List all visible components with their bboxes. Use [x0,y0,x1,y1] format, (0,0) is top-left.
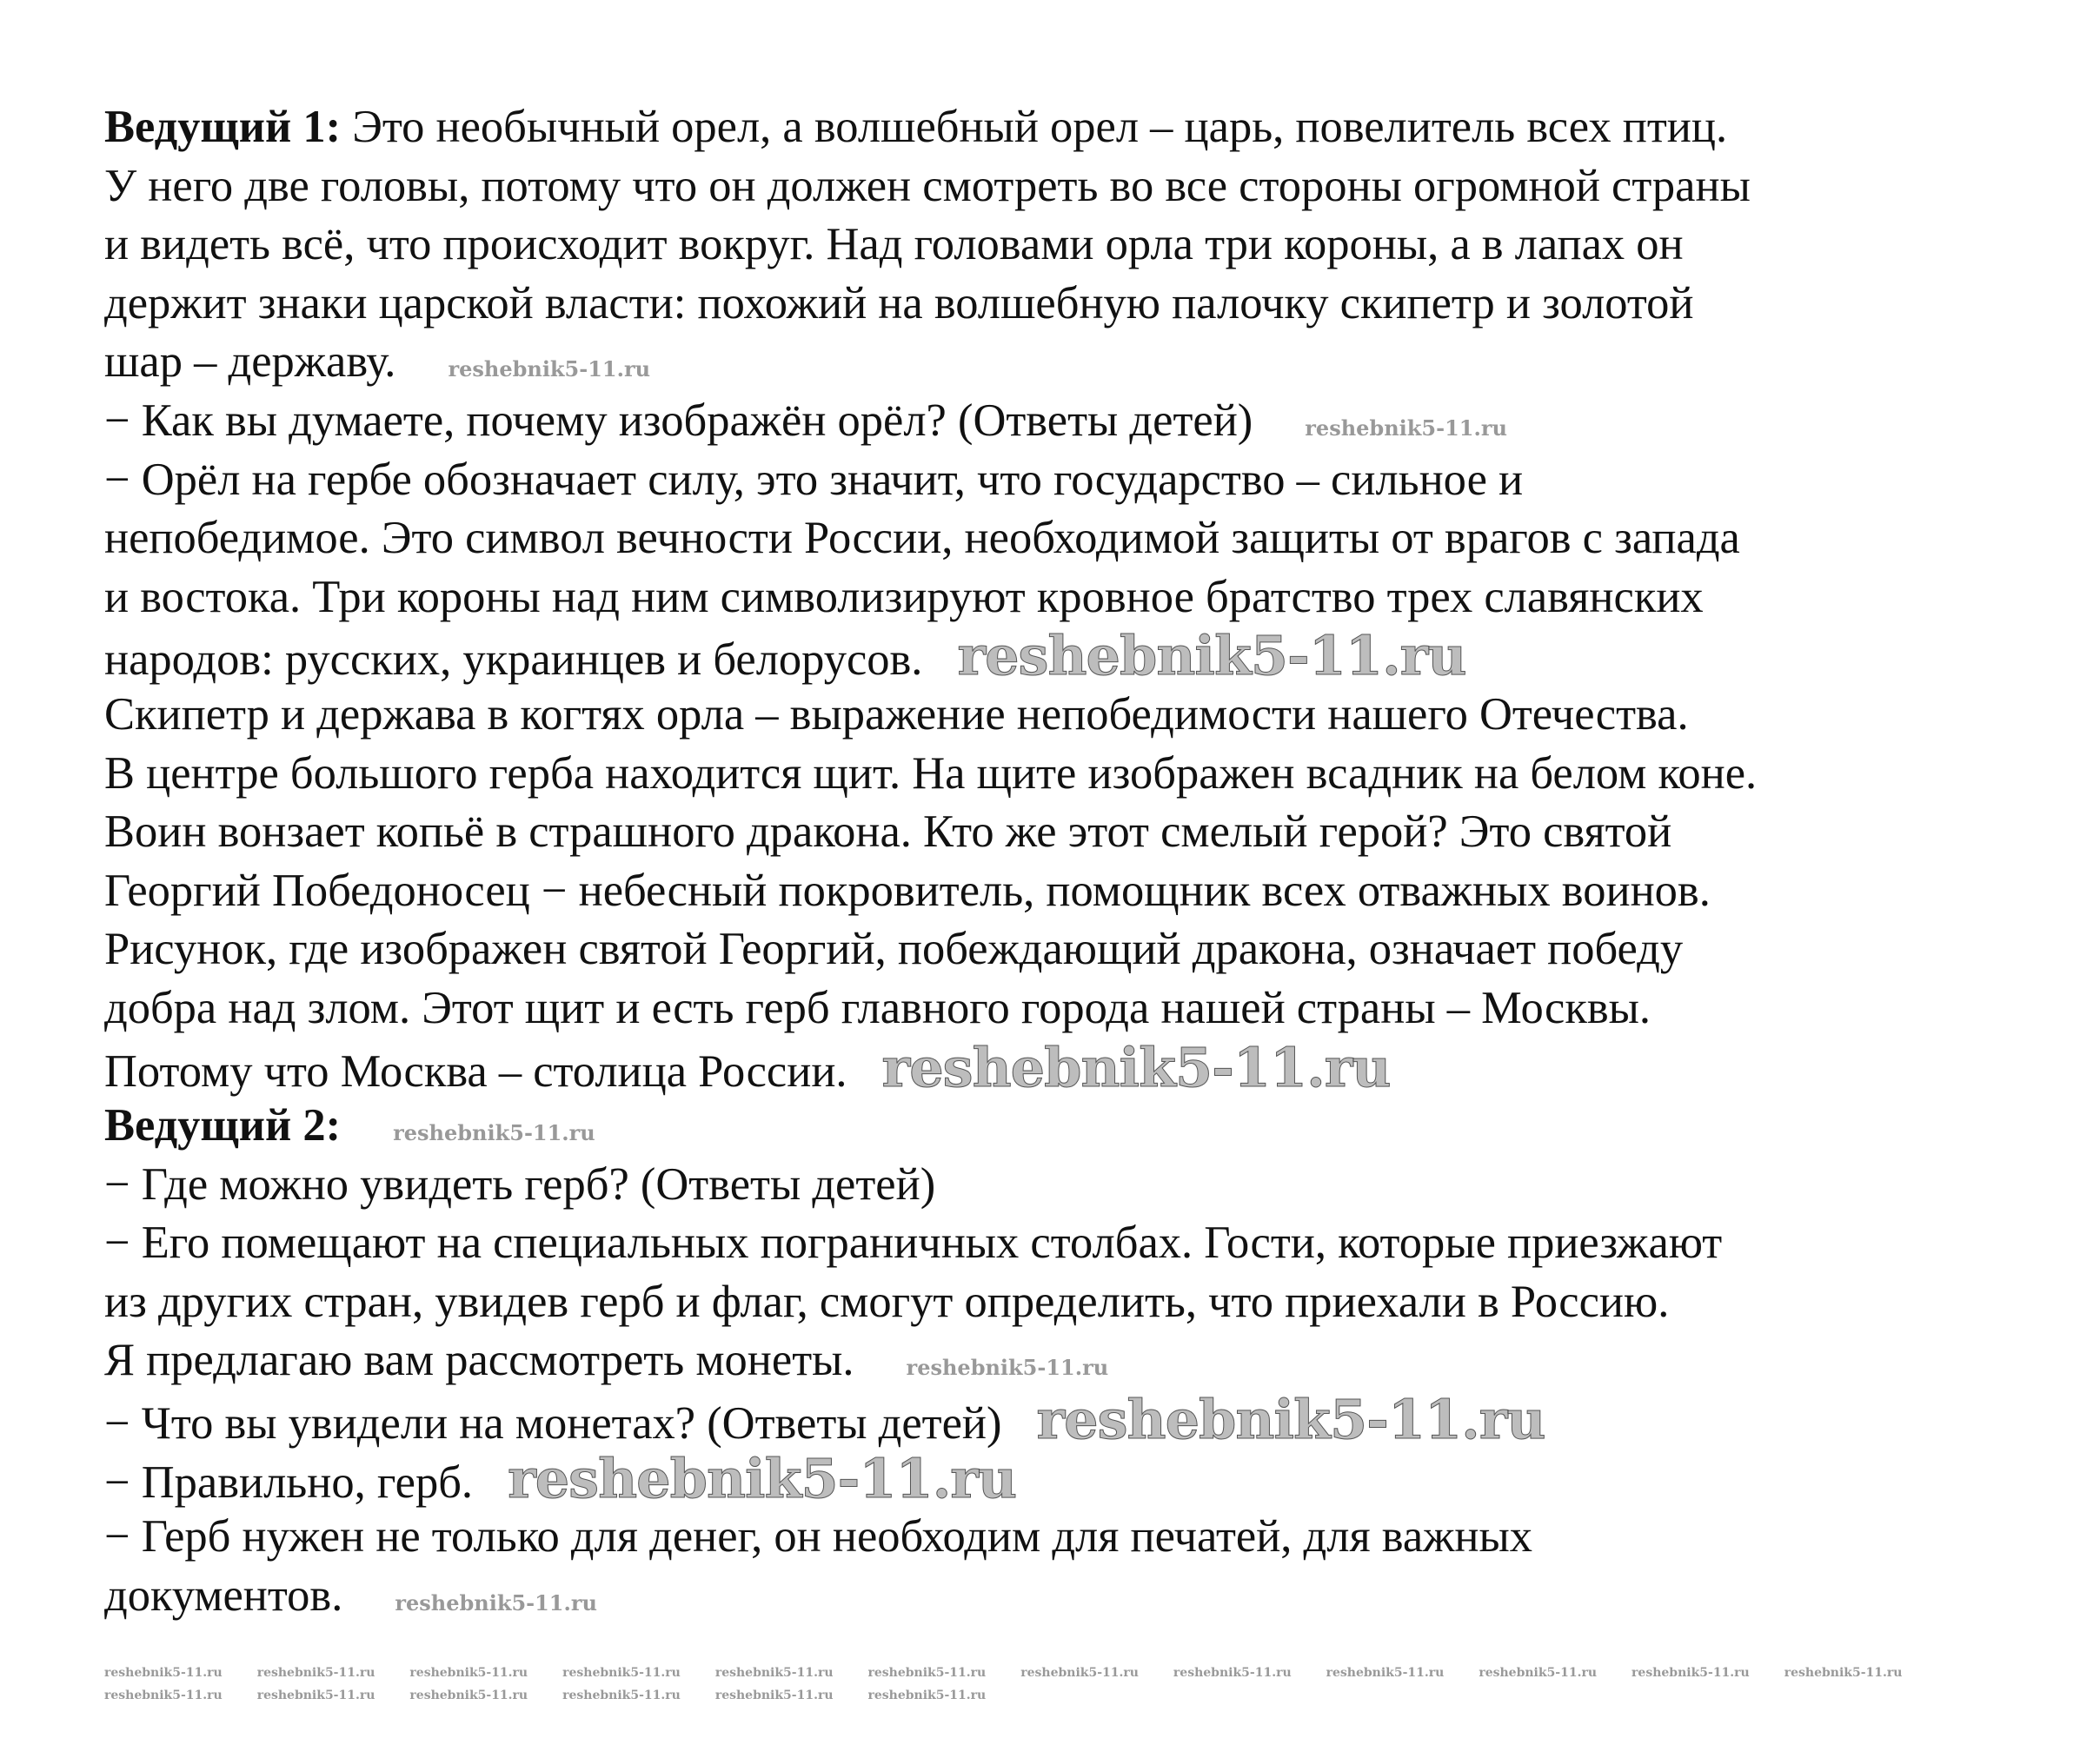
watermark: reshebnik5-11.ru [881,1035,1391,1099]
line-text: Это необычный орел, а волшебный орел – царь, повелитель всех птиц. [341,102,1728,152]
watermark-band [104,1664,2051,1704]
text-line: Скипетр и держава в когтях орла – выражение непобедимости нашего Отечества. [104,688,1689,740]
line-text: − Что вы увидели на монетах? (Ответы детей) [104,1398,1002,1450]
text-line: Георгий Победоносец − небесный покровитель, помощник всех отважных воинов. [104,865,1711,916]
text-line: − Его помещают на специальных пограничных столбах. Гости, которые приезжают [104,1218,1723,1269]
text-line: и видеть всё, что происходит вокруг. Над головами орла три короны, а в лапах он [104,219,1684,270]
text-line: − Орёл на гербе обозначает силу, это значит, что государство – сильное и [104,454,1524,505]
line-text: Я предлагаю вам рассмотреть монеты. [104,1335,854,1386]
text-line: добра над злом. Этот щит и есть герб главного города нашей страны – Москвы. [104,982,1651,1033]
text-line [104,1567,2051,1626]
text-line: У него две головы, потому что он должен смотреть во все стороны огромной страны [104,160,1751,211]
watermark: reshebnik5-11.ru [409,1689,528,1702]
watermark: reshebnik5-11.ru [104,1689,223,1702]
line-text: − Правильно, герб. [104,1456,474,1508]
text-line [104,1097,2051,1156]
watermark: reshebnik5-11.ru [1173,1666,1292,1680]
watermark: reshebnik5-11.ru [906,1355,1109,1381]
watermark: reshebnik5-11.ru [448,356,651,382]
text-line: Воин вонзает копьё в страшного дракона. Кто же этот смелый герой? Это святой [104,806,1672,858]
watermark: reshebnik5-11.ru [562,1689,681,1702]
watermark: reshebnik5-11.ru [714,1689,834,1702]
text-line [104,624,2051,688]
text-line: − Где можно увидеть герб? (Ответы детей) [104,1158,936,1210]
watermark: reshebnik5-11.ru [256,1689,375,1702]
watermark: reshebnik5-11.ru [409,1666,528,1680]
text-line: − Герб нужен не только для денег, он необходим для печатей, для важных [104,1511,1533,1563]
document-body [104,98,2051,1625]
watermark: reshebnik5-11.ru [104,1666,223,1680]
watermark: reshebnik5-11.ru [867,1689,987,1702]
line-text: документов. [104,1569,343,1621]
watermark: reshebnik5-11.ru [1784,1666,1903,1680]
text-line [104,1331,2051,1390]
text-line [104,98,2051,157]
text-line [104,333,2051,392]
watermark: reshebnik5-11.ru [1326,1666,1445,1680]
text-line: непобедимое. Это символ вечности России, необходимой защиты от врагов с запада [104,513,1740,564]
watermark: reshebnik5-11.ru [508,1446,1017,1510]
text-line: и востока. Три короны над ним символизируют кровное братство трех славянских [104,571,1704,622]
watermark: reshebnik5-11.ru [1479,1666,1598,1680]
watermark: reshebnik5-11.ru [714,1666,834,1680]
line-text: шар – державу. [104,336,396,388]
text-line: В центре большого герба находится щит. На щите изображен всадник на белом коне. [104,747,1758,799]
watermark: reshebnik5-11.ru [1020,1666,1139,1680]
line-text: − Как вы думаете, почему изображён орёл? (Ответы детей) [104,395,1253,446]
text-line: Рисунок, где изображен святой Георгий, побеждающий дракона, означает победу [104,924,1684,975]
speaker-1-label: Ведущий 1: [104,102,342,152]
watermark: reshebnik5-11.ru [1305,415,1507,441]
text-line: из других стран, увидев герб и флаг, смогут определить, что приехали в Россию. [104,1276,1670,1327]
speaker-2-label: Ведущий 2: [104,1100,342,1151]
watermark: reshebnik5-11.ru [256,1666,375,1680]
watermark: reshebnik5-11.ru [562,1666,681,1680]
line-text: Потому что Москва – столица России. [104,1045,847,1097]
text-line [104,1035,2051,1099]
text-line [104,392,2051,451]
watermark: reshebnik5-11.ru [957,624,1466,688]
text-line: держит знаки царской власти: похожий на волшебную палочку скипетр и золотой [104,277,1694,328]
watermark: reshebnik5-11.ru [395,1589,597,1616]
watermark: reshebnik5-11.ru [393,1120,595,1146]
line-text: народов: русских, украинцев и белорусов. [104,634,923,686]
text-line [104,1390,2051,1450]
watermark: reshebnik5-11.ru [867,1666,987,1680]
watermark: reshebnik5-11.ru [1036,1388,1545,1452]
watermark: reshebnik5-11.ru [1631,1666,1750,1680]
text-line [104,1446,2051,1510]
